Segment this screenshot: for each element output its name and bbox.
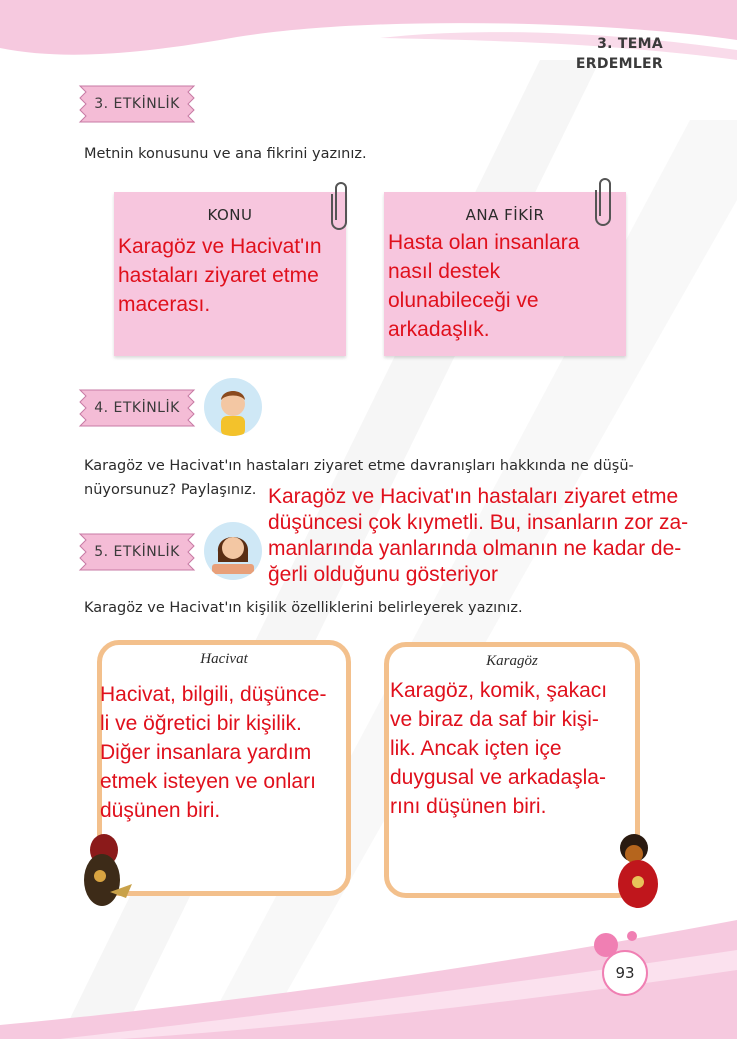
answer-line: ğerli olduğunu gösteriyor (268, 563, 498, 586)
activity-3-banner (76, 82, 198, 126)
activity-4-instruction-line1: Karagöz ve Hacivat'ın hastaları ziyaret etme davranışları hakkında ne düşü- (84, 458, 634, 474)
activity-5-banner (76, 530, 198, 574)
answer-line: Hacivat, bilgili, düşünce- (100, 683, 327, 706)
ana-fikir-answer: Hasta olan insanlara nasıl destek olunabileceği ve arkadaşlık. (388, 231, 580, 341)
answer-line: li ve öğretici bir kişilik. (100, 712, 302, 735)
activity-4-instruction-line2: nüyorsunuz? Paylaşınız. (84, 482, 257, 498)
answer-line: Karagöz ve Hacivat'ın hastaları ziyaret etme (268, 485, 679, 508)
theme-label: 3. TEMA (597, 36, 663, 52)
karagoz-answer (390, 676, 636, 821)
activity-4-banner (76, 386, 198, 430)
ana-fikir-title: ANA FİKİR (465, 206, 545, 224)
activity-4-label: 4. ETKİNLİK (94, 400, 180, 416)
page-number: 93 (602, 950, 648, 996)
activity-5-label: 5. ETKİNLİK (94, 544, 180, 560)
karagoz-figure (604, 832, 664, 910)
hacivat-title: Hacivat (200, 651, 248, 667)
activity-3-instruction: Metnin konusunu ve ana fikrini yazınız. (84, 146, 367, 162)
answer-line: Karagöz, komik, şakacı (390, 679, 608, 702)
girl-avatar (204, 522, 262, 580)
answer-line: lik. Ancak içten içe (390, 737, 562, 760)
activity-5-instruction: Karagöz ve Hacivat'ın kişilik özelliklerini belirleyerek yazınız. (84, 600, 523, 616)
answer-line: etmek isteyen ve onları (100, 770, 316, 793)
hacivat-figure (80, 832, 136, 908)
paperclip-icon (330, 180, 350, 230)
konu-title: KONU (207, 206, 253, 224)
answer-line: ve biraz da saf bir kişi- (390, 708, 599, 731)
answer-line: Diğer insanlara yardım (100, 741, 312, 764)
activity-4-answer (268, 484, 728, 588)
answer-line: düşünen biri. (100, 799, 221, 822)
karagoz-title: Karagöz (486, 653, 538, 669)
answer-line: düşüncesi çok kıymetli. Bu, insanların zor za- (268, 511, 689, 534)
answer-line: rını düşünen biri. (390, 795, 547, 818)
konu-answer: Karagöz ve Hacivat'ın hastaları ziyaret etme macerası. (118, 235, 322, 316)
hacivat-answer (100, 680, 350, 825)
paperclip-icon (594, 176, 614, 226)
answer-line: manlarında yanlarında olmanın ne kadar de- (268, 537, 682, 560)
activity-3-label: 3. ETKİNLİK (94, 96, 180, 112)
boy-avatar (204, 378, 262, 436)
answer-line: duygusal ve arkadaşla- (390, 766, 606, 789)
unit-title: ERDEMLER (575, 56, 663, 72)
